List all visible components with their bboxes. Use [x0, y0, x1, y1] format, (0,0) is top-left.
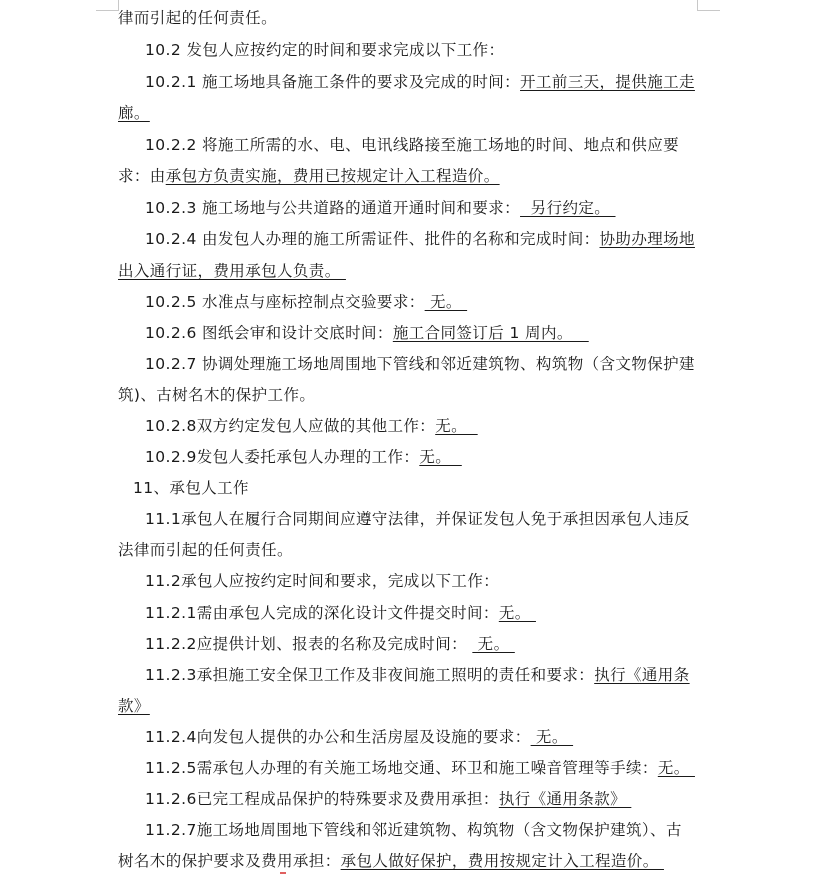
- line-text: 10.2.9发包人委托承包人办理的工作：: [145, 448, 420, 466]
- text-line: [0, 256, 817, 287]
- line-text: 11.2.2应提供计划、报表的名称及完成时间：: [145, 635, 473, 653]
- text-line: [0, 784, 817, 815]
- text-line: [0, 380, 817, 411]
- line-underlined-text: 无。: [472, 635, 515, 653]
- text-line: [0, 815, 817, 846]
- line-text: 11.1承包人在履行合同期间应遵守法律，并保证发包人免于承担因承包人违反: [145, 510, 690, 528]
- line-underlined-text: 施工合同签订后 1 周内。: [392, 324, 589, 342]
- text-line: [0, 130, 817, 161]
- line-underlined-text: 无。: [657, 759, 695, 777]
- line-text: 11.2承包人应按约定时间和要求，完成以下工作：: [145, 572, 500, 590]
- line-underlined-text: 出入通行证，费用承包人负责。: [118, 262, 346, 280]
- text-line: [0, 504, 817, 535]
- line-underlined-text: 无。: [498, 604, 536, 622]
- line-text: 11.2.5需承包人办理的有关施工场地交通、环卫和施工噪音管理等手续：: [145, 759, 658, 777]
- text-line: [0, 753, 817, 784]
- line-text: 10.2.3 施工场地与公共道路的通道开通时间和要求：: [145, 199, 521, 217]
- line-text: 树名木的保护要求及费用承担：: [118, 852, 341, 870]
- text-line: [0, 287, 817, 318]
- text-line: [0, 660, 817, 691]
- line-text: 10.2.7 协调处理施工场地周围地下管线和邻近建筑物、构筑物（含文物保护建: [145, 355, 695, 373]
- line-underlined-text: 开工前三天，提供施工走: [520, 73, 695, 91]
- line-underlined-text: 执行《通用条: [594, 666, 690, 684]
- text-line: [0, 629, 817, 660]
- line-text: 10.2.4 由发包人办理的施工所需证件、批件的名称和完成时间：: [145, 230, 600, 248]
- line-underlined-text: 无。: [435, 417, 478, 435]
- line-text: 11.2.4向发包人提供的办公和生活房屋及设施的要求：: [145, 728, 531, 746]
- text-line: [0, 98, 817, 129]
- line-underlined-text: 执行《通用条款》: [498, 790, 632, 808]
- text-line: [0, 598, 817, 629]
- line-text: 11.2.3承担施工安全保卫工作及非夜间施工照明的责任和要求：: [145, 666, 595, 684]
- text-line: [0, 691, 817, 722]
- spellcheck-mark: [280, 872, 286, 874]
- line-text: 10.2 发包人应按约定的时间和要求完成以下工作：: [145, 41, 505, 59]
- line-underlined-text: 无。: [424, 293, 468, 311]
- line-underlined-text: 无。: [419, 448, 462, 466]
- line-underlined-text: 廊。: [118, 104, 150, 122]
- text-line: [0, 35, 817, 66]
- line-text: 11.2.7施工场地周围地下管线和邻近建筑物、构筑物（含文物保护建筑）、古: [145, 821, 682, 839]
- line-underlined-text: 承包人做好保护，费用按规定计入工程造价。: [340, 852, 664, 870]
- text-line: [0, 442, 817, 473]
- line-text: 10.2.2 将施工所需的水、电、电讯线路接至施工场地的时间、地点和供应要: [145, 136, 680, 154]
- line-text: 10.2.1 施工场地具备施工条件的要求及完成的时间：: [145, 73, 521, 91]
- line-text: 11.2.1需由承包人完成的深化设计文件提交时间：: [145, 604, 499, 622]
- line-text: 律而引起的任何责任。: [118, 9, 278, 27]
- line-text: 11、承包人工作: [133, 479, 249, 497]
- line-underlined-text: 无。: [530, 728, 574, 746]
- text-line: [0, 161, 817, 192]
- line-text: 11.2.6已完工程成品保护的特殊要求及费用承担：: [145, 790, 499, 808]
- text-line: [0, 193, 817, 224]
- text-line: [0, 318, 817, 349]
- section-heading: [0, 473, 817, 504]
- line-underlined-text: 另行约定。: [520, 199, 616, 217]
- text-line: [0, 566, 817, 597]
- text-line: [0, 535, 817, 566]
- line-text: 10.2.5 水准点与座标控制点交验要求：: [145, 293, 425, 311]
- text-line: [0, 67, 817, 98]
- line-text: 筑)、古树名木的保护工作。: [118, 386, 316, 404]
- text-line: [0, 722, 817, 753]
- line-text: 10.2.6 图纸会审和设计交底时间：: [145, 324, 393, 342]
- line-text: 法律而引起的任何责任。: [118, 541, 293, 559]
- text-line: [0, 224, 817, 255]
- text-line: [0, 349, 817, 380]
- line-text: 10.2.8双方约定发包人应做的其他工作：: [145, 417, 436, 435]
- text-line: [0, 411, 817, 442]
- line-underlined-text: 款》: [118, 697, 150, 715]
- line-underlined-text: 协助办理场地: [599, 230, 695, 248]
- line-underlined-text: 承包方负责实施，费用已按规定计入工程造价。: [165, 167, 500, 185]
- text-line: [0, 846, 817, 877]
- line-text: 求：由: [118, 167, 166, 185]
- text-line: [0, 3, 817, 34]
